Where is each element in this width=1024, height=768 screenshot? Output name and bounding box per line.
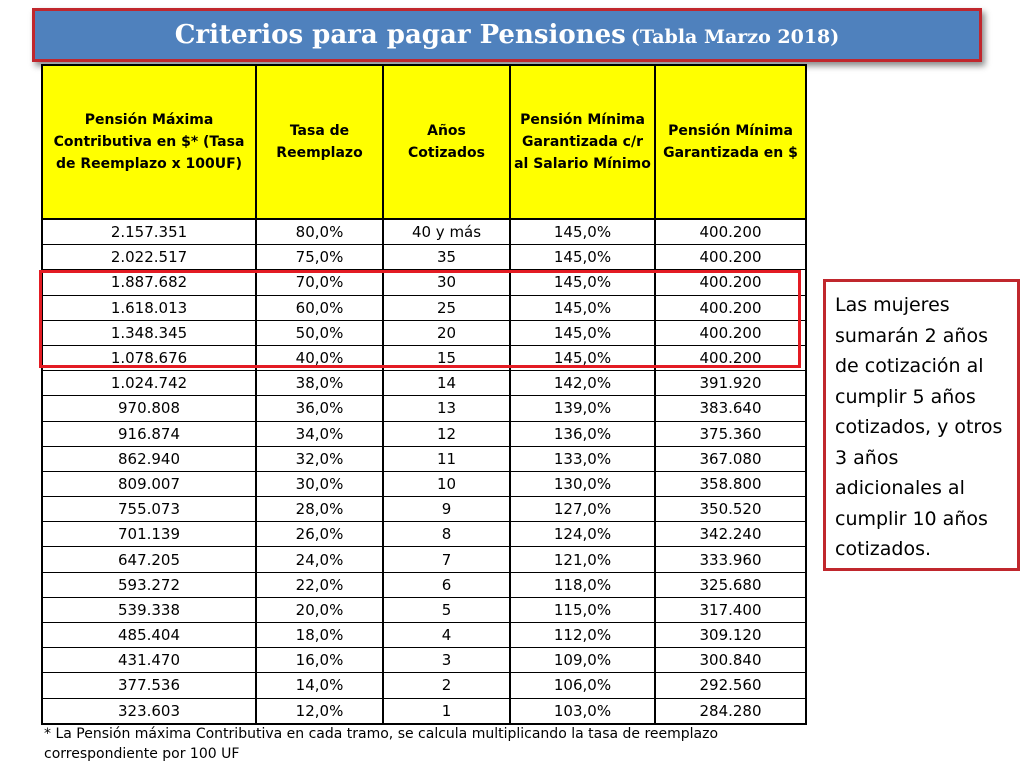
table-cell: 2.022.517 (42, 245, 256, 270)
table-cell: 60,0% (256, 295, 383, 320)
table-cell: 15 (383, 345, 510, 370)
table-row (42, 623, 806, 648)
table-cell: 1 (383, 698, 510, 724)
table-cell: 317.400 (655, 597, 806, 622)
table-cell: 40,0% (256, 345, 383, 370)
page-subtitle: (Tabla Marzo 2018) (630, 26, 840, 48)
table-cell: 38,0% (256, 371, 383, 396)
table-cell: 103,0% (510, 698, 655, 724)
table-cell: 539.338 (42, 597, 256, 622)
table-row (42, 597, 806, 622)
table-cell: 145,0% (510, 219, 655, 245)
table-cell: 323.603 (42, 698, 256, 724)
table-cell: 145,0% (510, 295, 655, 320)
table-cell: 358.800 (655, 471, 806, 496)
table-cell: 13 (383, 396, 510, 421)
table-cell: 121,0% (510, 547, 655, 572)
table-row (42, 698, 806, 724)
table-cell: 383.640 (655, 396, 806, 421)
table-row (42, 471, 806, 496)
table-cell: 34,0% (256, 421, 383, 446)
table-cell: 284.280 (655, 698, 806, 724)
table-row (42, 371, 806, 396)
table-cell: 1.024.742 (42, 371, 256, 396)
table-row (42, 522, 806, 547)
table-cell: 350.520 (655, 497, 806, 522)
table-cell: 124,0% (510, 522, 655, 547)
table-cell: 20,0% (256, 597, 383, 622)
table-cell: 118,0% (510, 572, 655, 597)
table-row (42, 547, 806, 572)
table-cell: 5 (383, 597, 510, 622)
table-cell: 12,0% (256, 698, 383, 724)
table-cell: 9 (383, 497, 510, 522)
table-cell: 1.887.682 (42, 270, 256, 295)
table-cell: 130,0% (510, 471, 655, 496)
table-cell: 431.470 (42, 648, 256, 673)
table-cell: 136,0% (510, 421, 655, 446)
footnote: * La Pensión máxima Contributiva en cada tramo, se calcula multiplicando la tasa de reemplazo correspondiente por 100 UF (44, 726, 719, 762)
table-cell: 309.120 (655, 623, 806, 648)
header-pension-minima-salario: Pensión Mínima Garantizada c/r al Salario Mínimo (510, 65, 655, 219)
header-pension-minima-pesos: Pensión Mínima Garantizada en $ (655, 65, 806, 219)
table-row (42, 497, 806, 522)
table-cell: 80,0% (256, 219, 383, 245)
table-cell: 75,0% (256, 245, 383, 270)
table-row (42, 245, 806, 270)
table-cell: 70,0% (256, 270, 383, 295)
table-cell: 142,0% (510, 371, 655, 396)
table-cell: 16,0% (256, 648, 383, 673)
highlight-frame (39, 270, 801, 368)
table-cell: 30,0% (256, 471, 383, 496)
table-cell: 755.073 (42, 497, 256, 522)
table-cell: 10 (383, 471, 510, 496)
table-cell: 701.139 (42, 522, 256, 547)
header-tasa-reemplazo: Tasa de Reemplazo (256, 65, 383, 219)
table-cell: 916.874 (42, 421, 256, 446)
table-cell: 145,0% (510, 270, 655, 295)
page-title: Criterios para pagar Pensiones (174, 20, 626, 50)
table-cell: 8 (383, 522, 510, 547)
table-cell: 32,0% (256, 446, 383, 471)
table-row (42, 673, 806, 698)
table-cell: 325.680 (655, 572, 806, 597)
table-row (42, 396, 806, 421)
table-cell: 24,0% (256, 547, 383, 572)
table-cell: 400.200 (655, 245, 806, 270)
table-cell: 18,0% (256, 623, 383, 648)
table-cell: 809.007 (42, 471, 256, 496)
table-row (42, 648, 806, 673)
table-cell: 22,0% (256, 572, 383, 597)
table-cell: 50,0% (256, 320, 383, 345)
table-cell: 391.920 (655, 371, 806, 396)
table-cell: 145,0% (510, 245, 655, 270)
table-cell: 400.200 (655, 320, 806, 345)
table-cell: 4 (383, 623, 510, 648)
table-cell: 12 (383, 421, 510, 446)
table-cell: 333.960 (655, 547, 806, 572)
table-cell: 342.240 (655, 522, 806, 547)
title-banner (32, 8, 982, 62)
table-cell: 400.200 (655, 345, 806, 370)
table-cell: 145,0% (510, 345, 655, 370)
table-cell: 647.205 (42, 547, 256, 572)
table-cell: 375.360 (655, 421, 806, 446)
table-cell: 400.200 (655, 270, 806, 295)
table-row (42, 572, 806, 597)
table-row (42, 219, 806, 245)
table-cell: 145,0% (510, 320, 655, 345)
pension-table (41, 64, 807, 725)
table-cell: 14 (383, 371, 510, 396)
table-cell: 112,0% (510, 623, 655, 648)
table-cell: 7 (383, 547, 510, 572)
table-cell: 28,0% (256, 497, 383, 522)
table-cell: 970.808 (42, 396, 256, 421)
table-cell: 6 (383, 572, 510, 597)
table-cell: 377.536 (42, 673, 256, 698)
table-cell: 2.157.351 (42, 219, 256, 245)
table-row (42, 421, 806, 446)
table-cell: 115,0% (510, 597, 655, 622)
table-row (42, 446, 806, 471)
table-cell: 1.078.676 (42, 345, 256, 370)
table-cell: 2 (383, 673, 510, 698)
table-cell: 25 (383, 295, 510, 320)
table-cell: 106,0% (510, 673, 655, 698)
table-cell: 862.940 (42, 446, 256, 471)
table-cell: 400.200 (655, 295, 806, 320)
table-cell: 40 y más (383, 219, 510, 245)
table-cell: 593.272 (42, 572, 256, 597)
table-cell: 1.348.345 (42, 320, 256, 345)
note-box: Las mujeres sumarán 2 años de cotización al cumplir 5 años cotizados, y otros 3 años adicionales al cumplir 10 años cotizados. (823, 279, 1020, 571)
table-cell: 133,0% (510, 446, 655, 471)
header-pension-maxima: Pensión Máxima Contributiva en $* (Tasa de Reemplazo x 100UF) (42, 65, 256, 219)
table-cell: 367.080 (655, 446, 806, 471)
table-cell: 35 (383, 245, 510, 270)
table-cell: 26,0% (256, 522, 383, 547)
table-cell: 30 (383, 270, 510, 295)
table-cell: 139,0% (510, 396, 655, 421)
table-cell: 485.404 (42, 623, 256, 648)
table-cell: 1.618.013 (42, 295, 256, 320)
header-anos-cotizados: Años Cotizados (383, 65, 510, 219)
table-cell: 36,0% (256, 396, 383, 421)
table-header-row (42, 65, 806, 219)
table-cell: 109,0% (510, 648, 655, 673)
table-cell: 11 (383, 446, 510, 471)
table-cell: 300.840 (655, 648, 806, 673)
table-cell: 3 (383, 648, 510, 673)
table-cell: 127,0% (510, 497, 655, 522)
table-cell: 20 (383, 320, 510, 345)
table-cell: 292.560 (655, 673, 806, 698)
table-cell: 14,0% (256, 673, 383, 698)
table-cell: 400.200 (655, 219, 806, 245)
